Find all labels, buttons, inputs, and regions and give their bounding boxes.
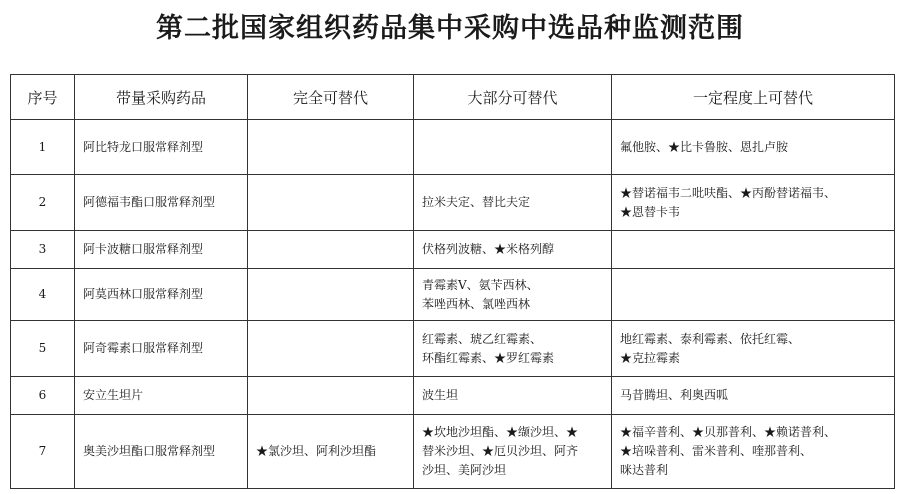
row-index: 1 — [11, 120, 75, 175]
header-partially-replaceable: 一定程度上可替代 — [612, 75, 895, 120]
table-row — [11, 415, 895, 489]
partially-replaceable-cell: ★替诺福韦二吡呋酯、★丙酚替诺福韦、 ★恩替卡韦 — [612, 175, 895, 231]
header-procured-drug: 带量采购药品 — [75, 75, 248, 120]
procured-drug-cell: 奥美沙坦酯口服常释剂型 — [75, 415, 248, 489]
partially-replaceable-cell: 地红霉素、泰利霉素、依托红霉、 ★克拉霉素 — [612, 321, 895, 377]
mostly-replaceable-cell: 拉米夫定、替比夫定 — [414, 175, 612, 231]
monitoring-table — [10, 74, 895, 489]
fully-replaceable-cell — [248, 175, 414, 231]
partially-replaceable-cell: 马昔腾坦、利奥西呱 — [612, 377, 895, 415]
table-row — [11, 377, 895, 415]
procured-drug-cell: 阿德福韦酯口服常释剂型 — [75, 175, 248, 231]
row-index: 2 — [11, 175, 75, 231]
fully-replaceable-cell — [248, 231, 414, 269]
partially-replaceable-cell: ★福辛普利、★贝那普利、★赖诺普利、 ★培哚普利、雷米普利、喹那普利、 咪达普利 — [612, 415, 895, 489]
table-row — [11, 175, 895, 231]
row-index: 7 — [11, 415, 75, 489]
fully-replaceable-cell — [248, 377, 414, 415]
mostly-replaceable-cell: ★坎地沙坦酯、★缬沙坦、★ 替米沙坦、★厄贝沙坦、阿齐 沙坦、美阿沙坦 — [414, 415, 612, 489]
procured-drug-cell: 阿奇霉素口服常释剂型 — [75, 321, 248, 377]
mostly-replaceable-cell: 青霉素V、氨苄西林、 苯唑西林、氯唑西林 — [414, 269, 612, 321]
partially-replaceable-cell — [612, 269, 895, 321]
partially-replaceable-cell: 氟他胺、★比卡鲁胺、恩扎卢胺 — [612, 120, 895, 175]
table-row — [11, 231, 895, 269]
header-index: 序号 — [11, 75, 75, 120]
table-header-row — [11, 75, 895, 120]
mostly-replaceable-cell: 波生坦 — [414, 377, 612, 415]
table-row — [11, 269, 895, 321]
table-row — [11, 120, 895, 175]
mostly-replaceable-cell: 伏格列波糖、★米格列醇 — [414, 231, 612, 269]
fully-replaceable-cell — [248, 120, 414, 175]
procured-drug-cell: 阿莫西林口服常释剂型 — [75, 269, 248, 321]
header-mostly-replaceable: 大部分可替代 — [414, 75, 612, 120]
procured-drug-cell: 阿卡波糖口服常释剂型 — [75, 231, 248, 269]
procured-drug-cell: 阿比特龙口服常释剂型 — [75, 120, 248, 175]
header-fully-replaceable: 完全可替代 — [248, 75, 414, 120]
table-row — [11, 321, 895, 377]
fully-replaceable-cell — [248, 269, 414, 321]
row-index: 6 — [11, 377, 75, 415]
procured-drug-cell: 安立生坦片 — [75, 377, 248, 415]
document-title: 第二批国家组织药品集中采购中选品种监测范围 — [156, 13, 744, 44]
row-index: 3 — [11, 231, 75, 269]
mostly-replaceable-cell: 红霉素、琥乙红霉素、 环酯红霉素、★罗红霉素 — [414, 321, 612, 377]
row-index: 5 — [11, 321, 75, 377]
partially-replaceable-cell — [612, 231, 895, 269]
row-index: 4 — [11, 269, 75, 321]
fully-replaceable-cell — [248, 321, 414, 377]
fully-replaceable-cell: ★氯沙坦、阿利沙坦酯 — [248, 415, 414, 489]
mostly-replaceable-cell — [414, 120, 612, 175]
